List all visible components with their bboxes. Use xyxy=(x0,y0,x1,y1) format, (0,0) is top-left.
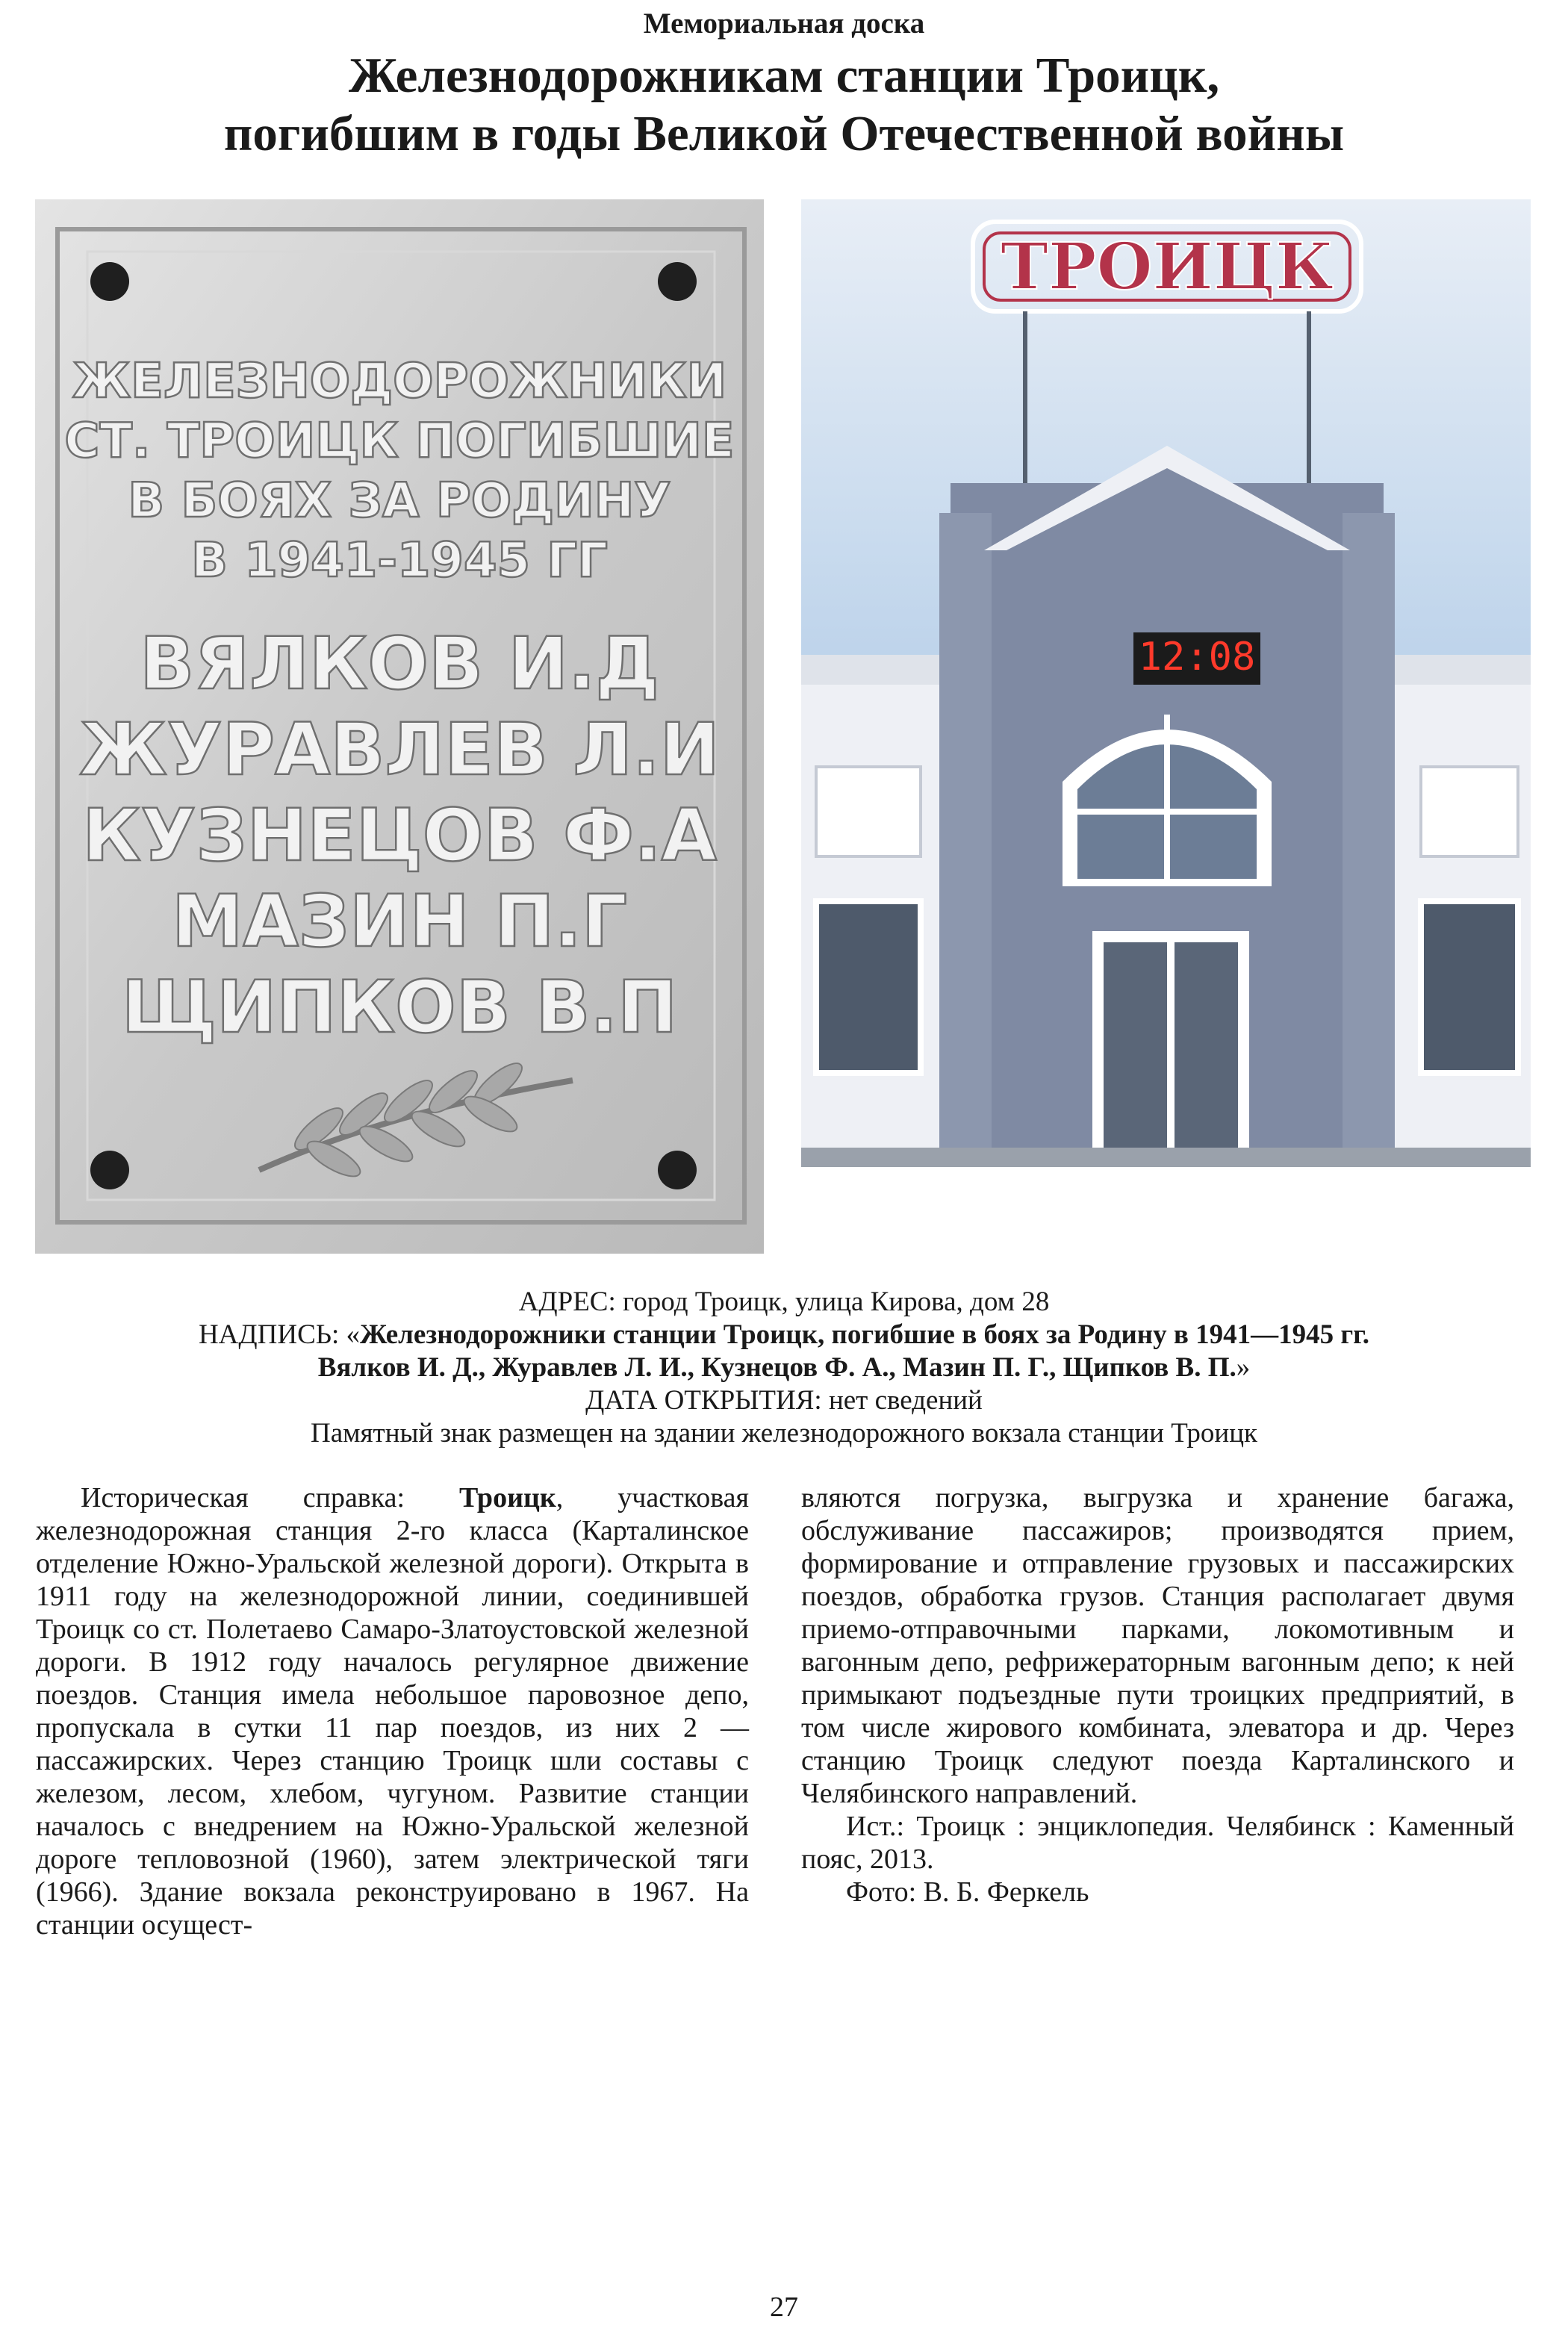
reference-label: Историческая справка: xyxy=(81,1482,405,1513)
plaque-name: МАЗИН П.Г xyxy=(171,880,628,963)
opening-date-label: ДАТА ОТКРЫТИЯ: xyxy=(585,1385,822,1416)
station-photo xyxy=(801,199,1531,1167)
plaque-name: ЖУРАВЛЕВ Л.И xyxy=(79,708,720,791)
plaque-inscription-line: ЖЕЛЕЗНОДОРОЖНИКИ xyxy=(72,354,727,409)
opening-date-value: нет сведений xyxy=(828,1385,983,1416)
reference-name: Троицк xyxy=(459,1482,556,1513)
address-label: АДРЕС: xyxy=(518,1287,616,1317)
inscription-line xyxy=(30,1319,1538,1351)
plaque-name: ВЯЛКОВ И.Д xyxy=(140,622,659,706)
plaque-inscription-line: В БОЯХ ЗА РОДИНУ xyxy=(128,473,671,529)
page-title xyxy=(45,46,1523,163)
station-clock: 12:08 xyxy=(1138,635,1256,679)
reference-text: , участковая железнодорожная станция 2-го класса (Карталинское отделение Южно-Уральской железной дороги). Открыта в 1911 году на железнодорожной линии, соединившей Троицк со ст. Полетаево Самаро-Златоустовской железной дороги. В 1912 году началось регулярное движение поездов. Станция имела небольшое паровозное депо, пропускала в сутки 11 пар поездов, из них 2 — пассажирских. Через станцию Троицк шли составы с железом, лесом, хлебом, чугуном. Развитие станции началось с внедрением на Южно-Уральской железной дороге тепловозной (1960), затем электрической тяги (1966). Здание вокзала реконструировано в 1967. На станции осущест- xyxy=(36,1482,749,1941)
photo-credit: Фото: В. Б. Феркель xyxy=(846,1876,1089,1908)
title-line-1: Железнодорожникам станции Троицк, xyxy=(348,48,1220,103)
inscription-text-2: Вялков И. Д., Журавлев Л. И., Кузнецов Ф. А., Мазин П. Г., Щипков В. П. xyxy=(317,1352,1236,1383)
placement-note: Памятный знак размещен на здании железнодорожного вокзала станции Троицк xyxy=(310,1418,1257,1449)
plaque-name: ЩИПКОВ В.П xyxy=(121,965,678,1049)
plaque-photo xyxy=(35,199,764,1254)
plaque-inscription-line: СТ. ТРОИЦК ПОГИБШИЕ xyxy=(64,414,735,469)
monument-meta xyxy=(30,1286,1538,1450)
title-line-2: погибшим в годы Великой Отечественной войны xyxy=(223,106,1345,161)
inscription-open-quote: « xyxy=(346,1319,361,1350)
station-roof-sign: ТРОИЦК xyxy=(1000,229,1334,305)
reference-continuation: вляются погрузка, выгрузка и хранение багажа, обслуживание пассажиров; производятся прием, формирование и отправление грузовых и пассажирских поездов, обработка грузов. Станция располагает двумя приемо-отправочными парками, локомотивным и вагонным депо, рефрижераторным вагонным депо; к ней примыкают подъездные пути троицких предприятий, в том числе жирового комбината, элеватора и др. Через станцию Троицк следуют поезда Карталинского и Челябинского направлений. xyxy=(801,1482,1514,1809)
plaque-inscription-line: В 1941-1945 ГГ xyxy=(191,533,608,588)
inscription-text-1: Железнодорожники станции Троицк, погибшие в боях за Родину в 1941—1945 гг. xyxy=(360,1319,1370,1350)
inscription-line-2 xyxy=(30,1351,1538,1384)
body-column-left xyxy=(36,1481,749,1941)
inscription-close-quote: » xyxy=(1236,1352,1251,1383)
page-kicker: Мемориальная доска xyxy=(643,7,925,40)
address-line xyxy=(30,1286,1538,1319)
historical-reference xyxy=(36,1481,749,1941)
source-citation: Ист.: Троицк : энциклопедия. Челябинск : Каменный пояс, 2013. xyxy=(801,1811,1514,1875)
page-number: 27 xyxy=(770,2292,798,2323)
address-value: город Троицк, улица Кирова, дом 28 xyxy=(623,1287,1050,1317)
plaque-name: КУЗНЕЦОВ Ф.А xyxy=(82,794,717,877)
body-column-right xyxy=(801,1481,1514,1908)
inscription-label: НАДПИСЬ: xyxy=(198,1319,340,1350)
opening-date-line xyxy=(30,1384,1538,1417)
